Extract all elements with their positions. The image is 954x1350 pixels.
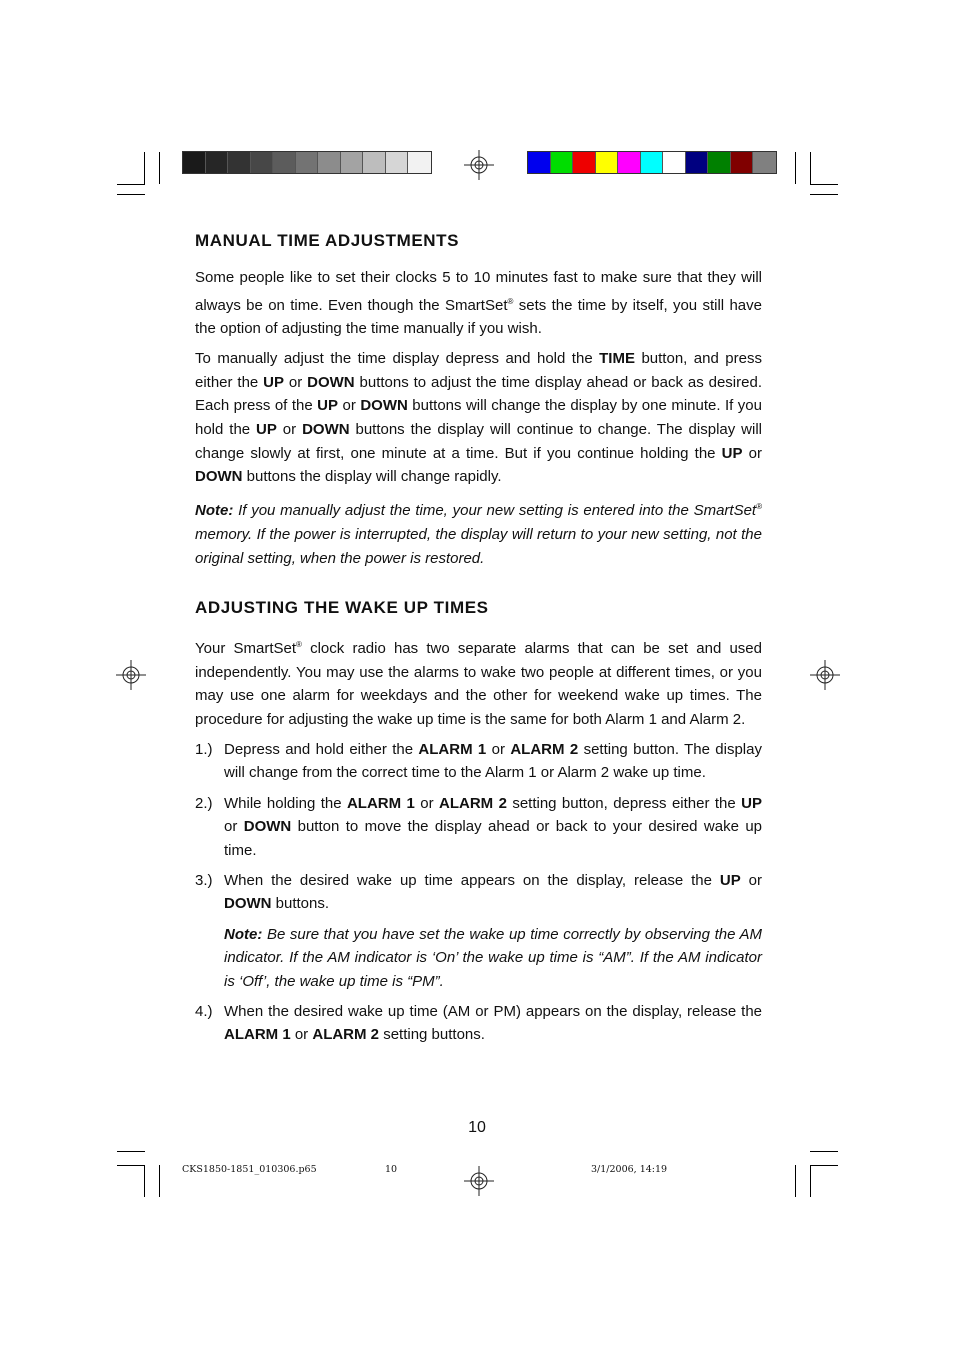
button-name: UP [317,397,338,415]
color-swatch [618,152,641,173]
crop-mark [144,1165,145,1197]
text-run: buttons. [271,895,330,913]
text-run: button, and press either the [195,350,762,391]
registration-mark-icon [464,1166,494,1196]
section-manual-time [195,231,762,570]
text-run: buttons will change the display by one minute. If you hold the [195,397,762,439]
button-name: DOWN [302,421,350,439]
crop-mark [117,194,145,195]
color-swatch [228,152,251,173]
text-run: or [276,421,303,439]
color-swatch [641,152,664,173]
button-name: ALARM 1 [418,740,487,758]
text-run: buttons the display will change rapidly. [242,468,502,486]
button-name: DOWN [224,895,272,913]
color-swatch [273,152,296,173]
button-name: ALARM 2 [439,794,507,812]
color-swatch [206,152,229,173]
section-heading: ADJUSTING THE WAKE UP TIMES [195,598,489,617]
text-run: or [742,444,762,462]
steps-list [195,738,762,1047]
color-swatch [708,152,731,173]
text-run: button to move the display ahead or back to your desired wake up time. [224,818,762,859]
paragraph [195,347,762,489]
crop-mark [810,1165,838,1166]
footer-filename: CKS1850-1851_010306.p65 [182,1164,317,1175]
color-swatch [731,152,754,173]
color-swatch [183,152,206,173]
button-name: TIME [599,350,635,368]
step-number: 1.) [195,740,213,758]
note-label: Note: [224,925,263,943]
button-name: UP [256,421,277,439]
crop-mark [810,184,838,185]
text-run: When the desired wake up time appears on the display, release the [224,871,720,889]
note-text: Be sure that you have set the wake up time correctly by observing the AM indicator. If the AM indicator is ‘On’ the wake up time is “AM”. If the AM indicator is ‘Off’, the wake up time is “PM”. [224,925,762,990]
color-swatch [528,152,551,173]
crop-mark [144,152,145,184]
text-run: To manually adjust the time display depress and hold the [195,350,600,368]
button-name: DOWN [307,373,355,391]
text-run: or [290,1026,313,1044]
color-swatch [753,152,776,173]
text-run: or [224,818,244,836]
crop-mark [810,1151,838,1152]
crop-mark [117,1165,145,1166]
registration-mark-icon [464,150,494,180]
text-run: Depress and hold either the [224,740,419,758]
text-run: While holding the [224,794,347,812]
color-swatch [663,152,686,173]
crop-mark [810,194,838,195]
text-run: or [284,373,308,391]
crop-mark [159,152,160,184]
color-swatch [341,152,364,173]
button-name: UP [721,444,743,462]
crop-mark [159,1165,160,1197]
list-item [195,1000,762,1047]
step-number: 4.) [195,1002,213,1020]
text-run: or [338,397,361,415]
color-swatch [686,152,709,173]
step-number: 2.) [195,794,213,812]
section-wake-up-times [195,598,762,1054]
button-name: DOWN [195,468,243,486]
text-run: setting button, depress either the [506,794,742,812]
list-item [195,738,762,785]
footer-date: 3/1/2006, 14:19 [591,1164,668,1175]
grayscale-calibration-bar [182,151,432,174]
crop-mark [117,1151,145,1152]
crop-mark [795,152,796,184]
color-swatch [551,152,574,173]
paragraph: Your SmartSet® clock radio has two separate alarms that can be set and used independently. You may use the alarms to wake two people at different times, or you may use one alarm for weekdays and the other for weekend wake up times. The procedure for adjusting the wake up time is the same for both Alarm 1 and Alarm 2. [195,640,762,728]
color-swatch [296,152,319,173]
registration-mark-icon [810,660,840,690]
crop-mark [795,1165,796,1197]
color-calibration-bar [527,151,777,174]
note-paragraph: Note: If you manually adjust the time, your new setting is entered into the SmartSet® memory. If the power is interrupted, the display will return to your new setting, not the original setting, when the power is restored. [195,502,762,567]
button-name: ALARM 1 [346,794,415,812]
color-swatch [318,152,341,173]
list-item [195,792,762,863]
text-run: or [740,871,762,889]
button-name: UP [741,794,762,812]
button-name: ALARM 2 [312,1026,380,1044]
crop-mark [810,1165,811,1197]
text-run: buttons the display will continue to change. The display will change slowly at first, one minute at a time. But if you continue holding the [195,421,762,462]
paragraph: Some people like to set their clocks 5 to 10 minutes fast to make sure that they will always be on time. Even though the SmartSet® sets the time by itself, you still have the option of adjusting the time manually if you wish. [195,269,762,338]
section-heading: MANUAL TIME ADJUSTMENTS [195,231,460,250]
list-item [195,869,762,916]
color-swatch [408,152,431,173]
button-name: UP [263,373,284,391]
color-swatch [596,152,619,173]
crop-mark [117,184,145,185]
note-paragraph [195,923,762,994]
page-number: 10 [468,1119,486,1136]
color-swatch [363,152,386,173]
button-name: UP [719,871,741,889]
text-run: setting buttons. [379,1026,485,1044]
color-swatch [573,152,596,173]
button-name: DOWN [360,397,408,415]
button-name: DOWN [243,818,292,836]
registration-mark-icon [116,660,146,690]
text-run: or [486,740,511,758]
crop-mark [810,152,811,184]
text-run: or [414,794,440,812]
text-run: setting button. The display will change from the correct time to the Alarm 1 or Alarm 2 wake up time. [224,740,762,782]
text-run: buttons to adjust the time display ahead or back as desired. Each press of the [195,373,762,415]
color-swatch [386,152,409,173]
color-swatch [251,152,274,173]
step-number: 3.) [195,871,213,889]
button-name: ALARM 2 [510,740,579,758]
text-run: When the desired wake up time (AM or PM) appears on the display, release the [224,1002,762,1020]
button-name: ALARM 1 [224,1026,291,1044]
footer-page: 10 [385,1164,398,1175]
